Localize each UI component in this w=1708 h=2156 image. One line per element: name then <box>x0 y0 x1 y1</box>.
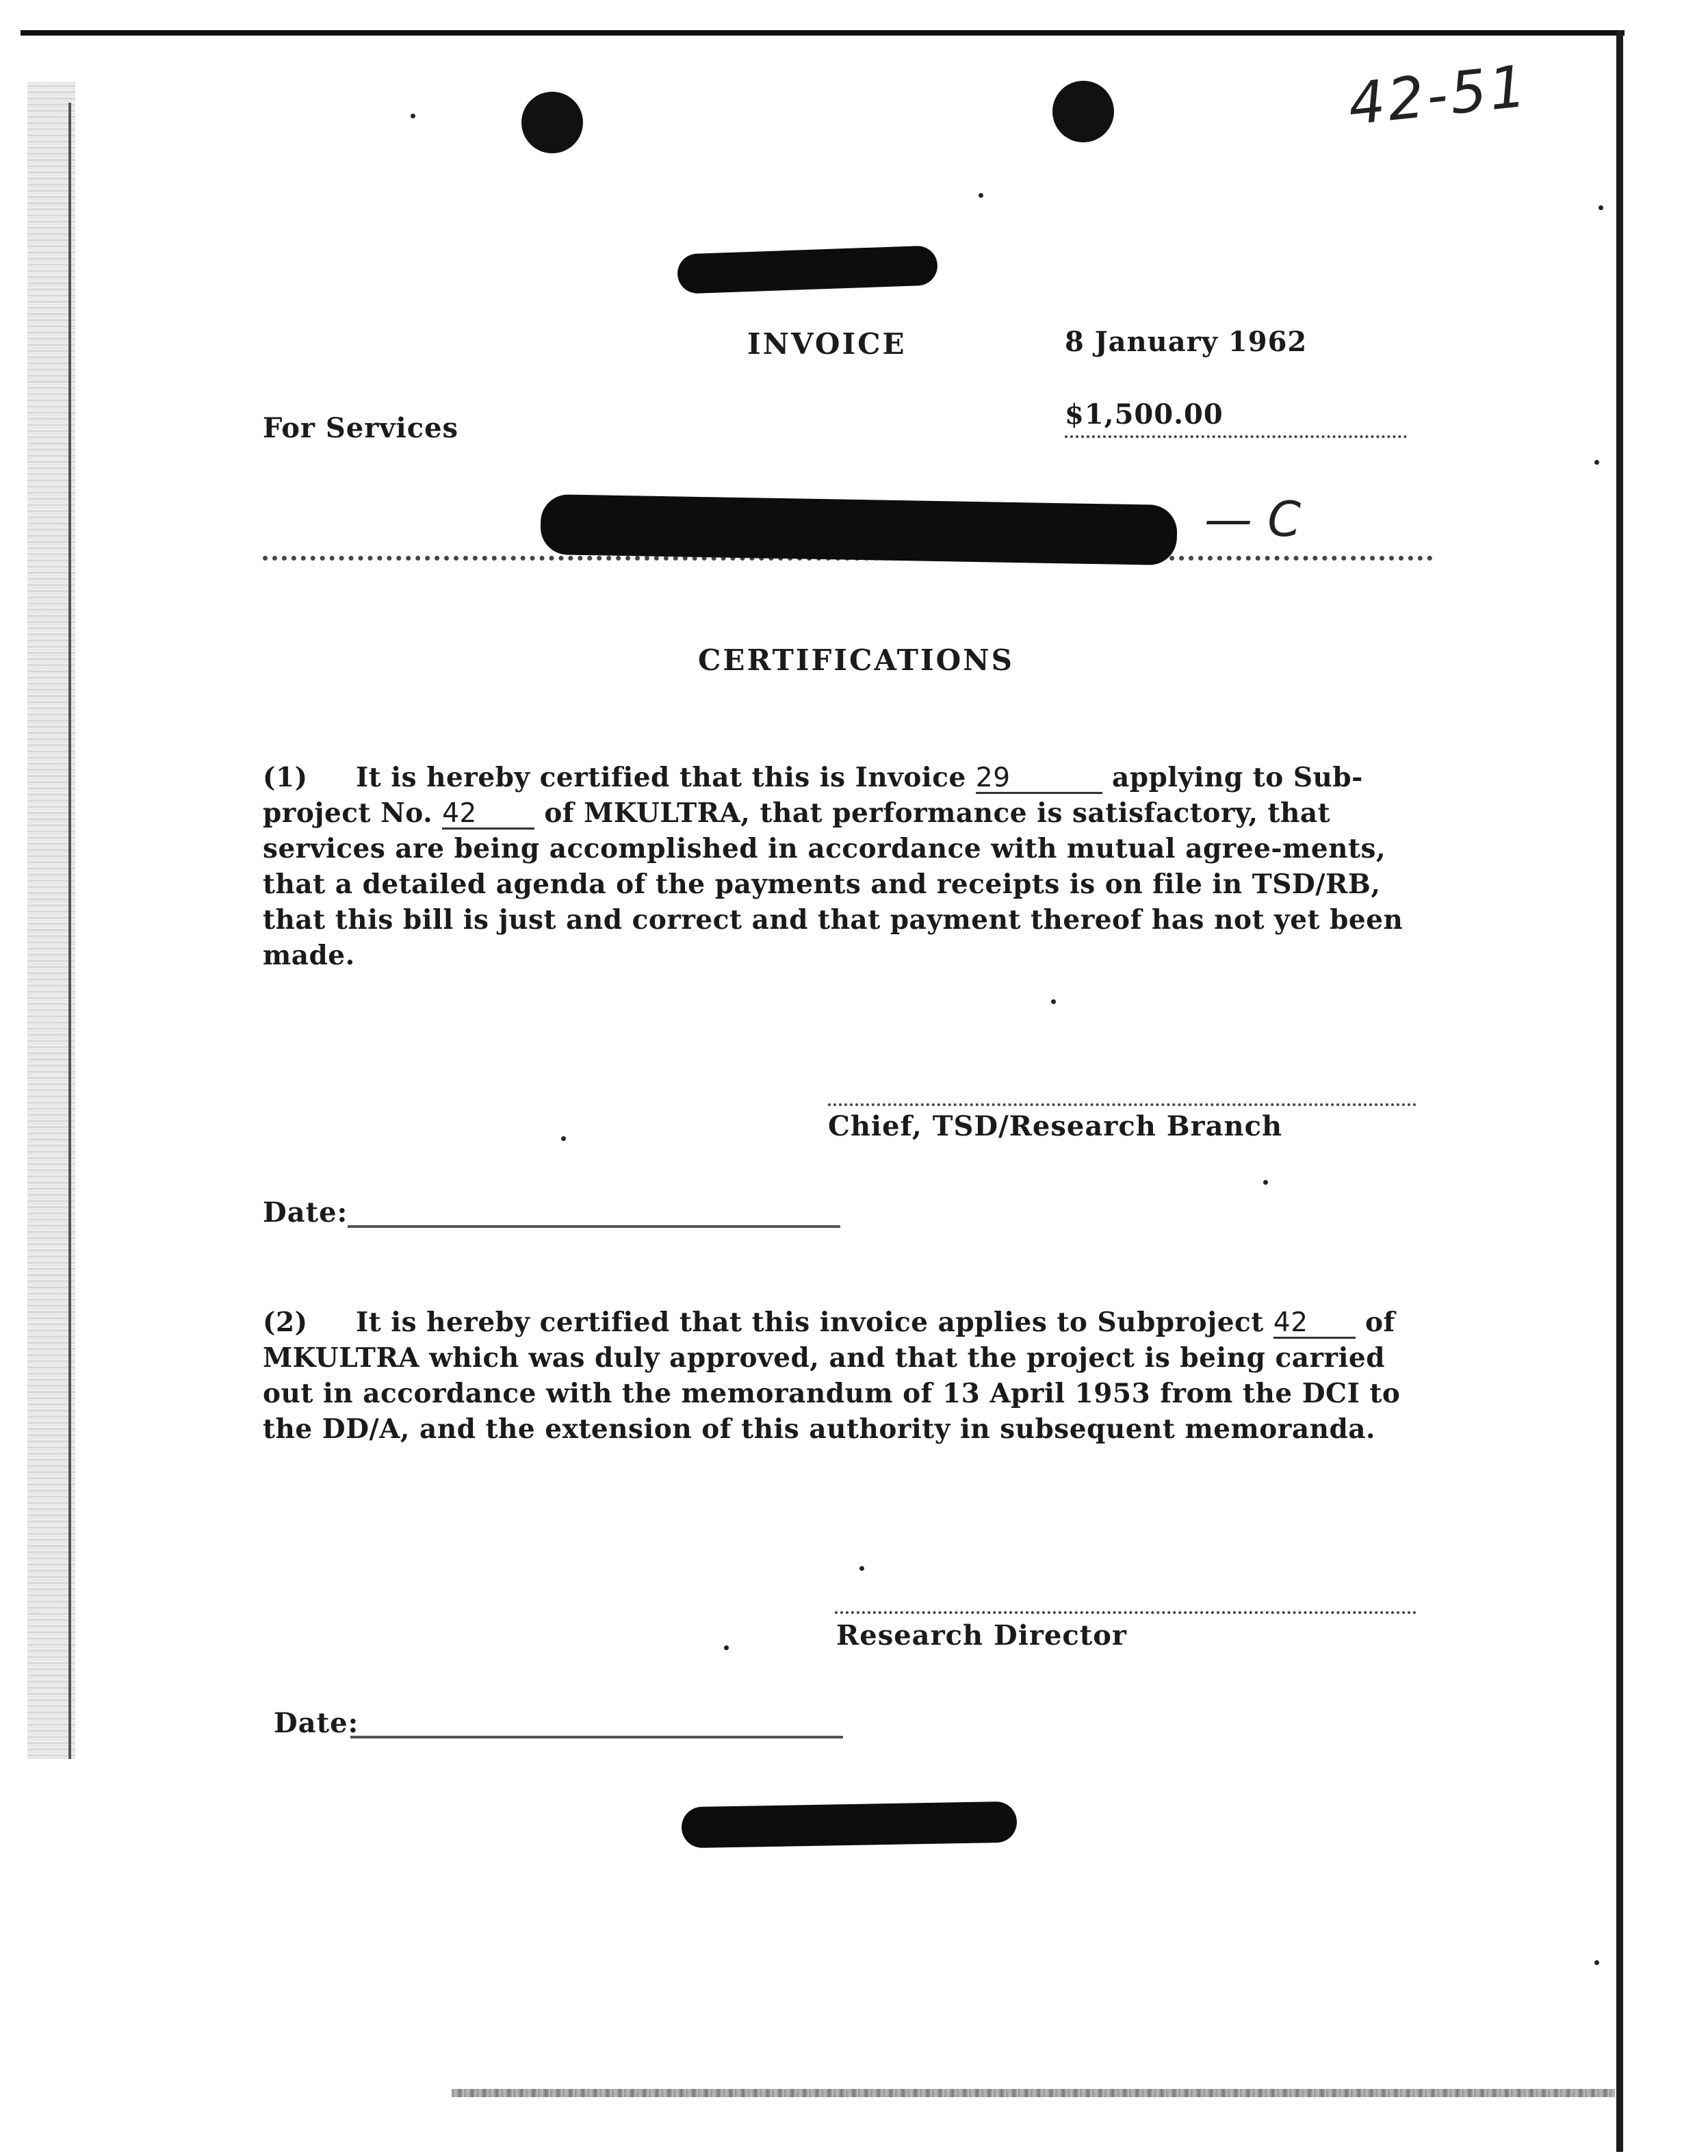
certification-2-number: (2) <box>263 1307 308 1338</box>
scan-speck <box>411 114 415 118</box>
signatory-2: Research Director <box>836 1619 1128 1652</box>
scan-speck <box>1594 1960 1599 1965</box>
date-label-2: Date: <box>274 1707 359 1739</box>
subproject-number-fill-1: 42 <box>442 800 534 830</box>
invoice-title: INVOICE <box>747 327 907 361</box>
scan-speck <box>1599 205 1603 210</box>
certification-2-text-a: It is hereby certified that this invoice applies to Subproject <box>355 1307 1264 1338</box>
scan-speck <box>561 1136 566 1141</box>
certification-1-text-c: of MKULTRA, that performance is satisfactory, that services are being accomplished in accordance with mutual agree-ments, that a detailed agenda of the payments and receipts is on file in TSD/RB, that this bill is just and correct and that payment thereof has not yet been made. <box>263 797 1403 971</box>
scan-speck <box>859 1566 864 1571</box>
date-line-2 <box>350 1736 843 1738</box>
date-line-1 <box>348 1225 840 1228</box>
scan-speck <box>979 193 983 198</box>
signature-line-2 <box>835 1611 1416 1614</box>
scan-left-edge-line <box>68 103 71 1759</box>
punch-hole-right <box>1052 81 1114 142</box>
date-label-1: Date: <box>263 1196 348 1229</box>
certification-1-text-a: It is hereby certified that this is Invoice <box>355 762 966 793</box>
certification-1-text-b: applying to Sub-project No. <box>263 762 1363 829</box>
scan-speck <box>1594 460 1599 465</box>
invoice-amount: $1,500.00 <box>1065 398 1224 431</box>
signature-line-1 <box>828 1103 1416 1106</box>
punch-hole-left <box>521 92 583 153</box>
certification-1-paragraph <box>263 760 1440 973</box>
redaction-payee <box>540 494 1177 565</box>
amount-underline <box>1065 435 1407 438</box>
invoice-number-fill: 29 <box>976 765 1102 794</box>
handwritten-mark: — C <box>1204 491 1302 548</box>
scan-speck <box>1263 1180 1268 1185</box>
certification-2-text-b: of MKULTRA which was duly approved, and that the project is being carried out in accordance with the memorandum of 13 April 1953 from the DCI to the DD/A, and the extension of this authority in subsequent memoranda. <box>263 1307 1401 1445</box>
redaction-top <box>677 245 938 294</box>
invoice-date: 8 January 1962 <box>1065 326 1308 358</box>
services-label: For Services <box>263 412 459 444</box>
scan-top-edge <box>21 30 1625 36</box>
scan-right-edge <box>1616 30 1623 2152</box>
signatory-1: Chief, TSD/Research Branch <box>828 1110 1283 1142</box>
scan-bottom-edge <box>452 2089 1615 2097</box>
certification-2-paragraph <box>263 1305 1440 1447</box>
certifications-heading: CERTIFICATIONS <box>698 643 1014 677</box>
certification-1-number: (1) <box>263 762 308 793</box>
scan-speck <box>1051 999 1056 1004</box>
handwritten-file-number: 42-51 <box>1345 52 1532 138</box>
subproject-number-fill-2: 42 <box>1273 1309 1356 1339</box>
redaction-bottom <box>682 1801 1018 1849</box>
scan-speck <box>724 1645 729 1650</box>
